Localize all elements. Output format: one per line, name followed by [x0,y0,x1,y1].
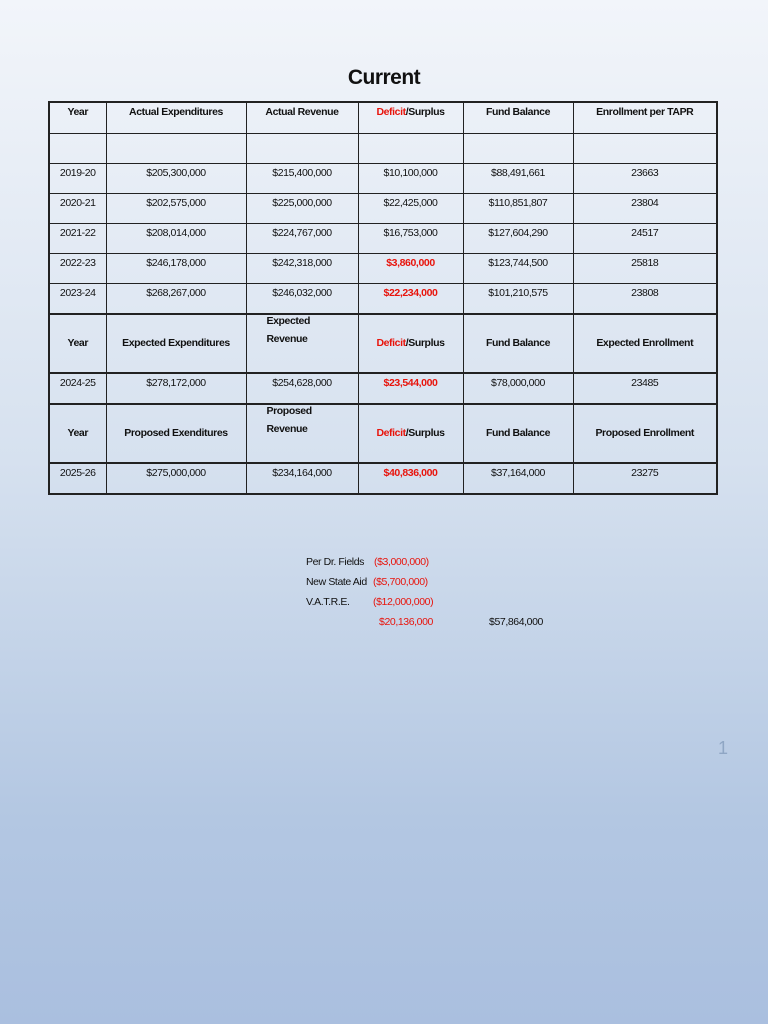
col-header-revenue: Actual Revenue [246,102,358,134]
cell-revenue: $242,318,000 [246,254,358,284]
col-header-deficit-surplus [358,314,463,373]
cell-deficit-surplus: $10,100,000 [358,164,463,194]
col-header-year: Year [49,404,106,463]
revenue-label-line1: Expected [266,315,310,327]
cell-deficit-surplus: $3,860,000 [358,254,463,284]
cell-year: 2021-22 [49,224,106,254]
cell-fund-balance: $123,744,500 [463,254,573,284]
revenue-label-line2: Revenue [266,423,308,435]
cell-fund-balance: $101,210,575 [463,284,573,315]
cell-revenue: $224,767,000 [246,224,358,254]
header-row-actual [49,102,717,134]
cell-year: 2023-24 [49,284,106,315]
cell-enrollment: 23663 [573,164,717,194]
note-label: New State Aid [306,576,367,588]
surplus-label: /Surplus [405,427,445,439]
blank-row [49,134,717,164]
cell-enrollment: 23485 [573,373,717,404]
cell-expenditures: $275,000,000 [106,463,246,494]
cell-deficit-surplus: $40,836,000 [358,463,463,494]
cell-revenue: $246,032,000 [246,284,358,315]
cell-year: 2022-23 [49,254,106,284]
page-number: 1 [717,738,728,758]
deficit-label: Deficit [376,427,406,439]
col-header-fund-balance: Fund Balance [463,314,573,373]
cell-year: 2024-25 [49,373,106,404]
cell-enrollment: 24517 [573,224,717,254]
cell-fund-balance: $127,604,290 [463,224,573,254]
cell-deficit-surplus: $22,425,000 [358,194,463,224]
surplus-label: /Surplus [405,106,445,118]
cell-enrollment: 23275 [573,463,717,494]
table-row [49,373,717,404]
notes-total: $20,136,000 [379,616,433,628]
page-title: Current [347,66,421,89]
note-label: V.A.T.R.E. [306,596,350,608]
cell-revenue: $215,400,000 [246,164,358,194]
col-header-deficit-surplus [358,102,463,134]
col-header-fund-balance: Fund Balance [463,404,573,463]
table-row [49,164,717,194]
cell-enrollment: 25818 [573,254,717,284]
col-header-year: Year [49,314,106,373]
cell-year: 2025-26 [49,463,106,494]
surplus-label: /Surplus [405,337,445,349]
cell-expenditures: $208,014,000 [106,224,246,254]
col-header-deficit-surplus [358,404,463,463]
budget-table [48,101,718,495]
note-value: ($3,000,000) [374,556,429,568]
cell-expenditures: $278,172,000 [106,373,246,404]
revenue-label-line1: Proposed [266,405,312,417]
cell-fund-balance: $37,164,000 [463,463,573,494]
col-header-enrollment: Enrollment per TAPR [573,102,717,134]
revenue-label-line2: Revenue [266,333,308,345]
cell-year: 2020-21 [49,194,106,224]
note-value: ($5,700,000) [373,576,428,588]
cell-expenditures: $205,300,000 [106,164,246,194]
cell-year: 2019-20 [49,164,106,194]
col-header-revenue [246,404,358,463]
col-header-expenditures: Proposed Exenditures [106,404,246,463]
cell-deficit-surplus: $22,234,000 [358,284,463,315]
cell-revenue: $225,000,000 [246,194,358,224]
col-header-year: Year [49,102,106,134]
notes-fund-balance: $57,864,000 [489,616,543,628]
col-header-expenditures: Actual Expenditures [106,102,246,134]
cell-enrollment: 23804 [573,194,717,224]
cell-expenditures: $202,575,000 [106,194,246,224]
cell-fund-balance: $78,000,000 [463,373,573,404]
table-row [49,194,717,224]
cell-fund-balance: $110,851,807 [463,194,573,224]
deficit-label: Deficit [376,106,406,118]
cell-deficit-surplus: $16,753,000 [358,224,463,254]
cell-expenditures: $268,267,000 [106,284,246,315]
cell-fund-balance: $88,491,661 [463,164,573,194]
cell-revenue: $254,628,000 [246,373,358,404]
table-row [49,284,717,315]
table-row [49,224,717,254]
note-label: Per Dr. Fields [306,556,364,568]
table-row [49,463,717,494]
header-row-expected [49,314,717,373]
cell-enrollment: 23808 [573,284,717,315]
deficit-label: Deficit [376,337,406,349]
col-header-expenditures: Expected Expenditures [106,314,246,373]
cell-deficit-surplus: $23,544,000 [358,373,463,404]
col-header-revenue [246,314,358,373]
col-header-fund-balance: Fund Balance [463,102,573,134]
cell-expenditures: $246,178,000 [106,254,246,284]
header-row-proposed [49,404,717,463]
cell-revenue: $234,164,000 [246,463,358,494]
note-value: ($12,000,000) [373,596,434,608]
table-row [49,254,717,284]
col-header-enrollment: Expected Enrollment [573,314,717,373]
col-header-enrollment: Proposed Enrollment [573,404,717,463]
